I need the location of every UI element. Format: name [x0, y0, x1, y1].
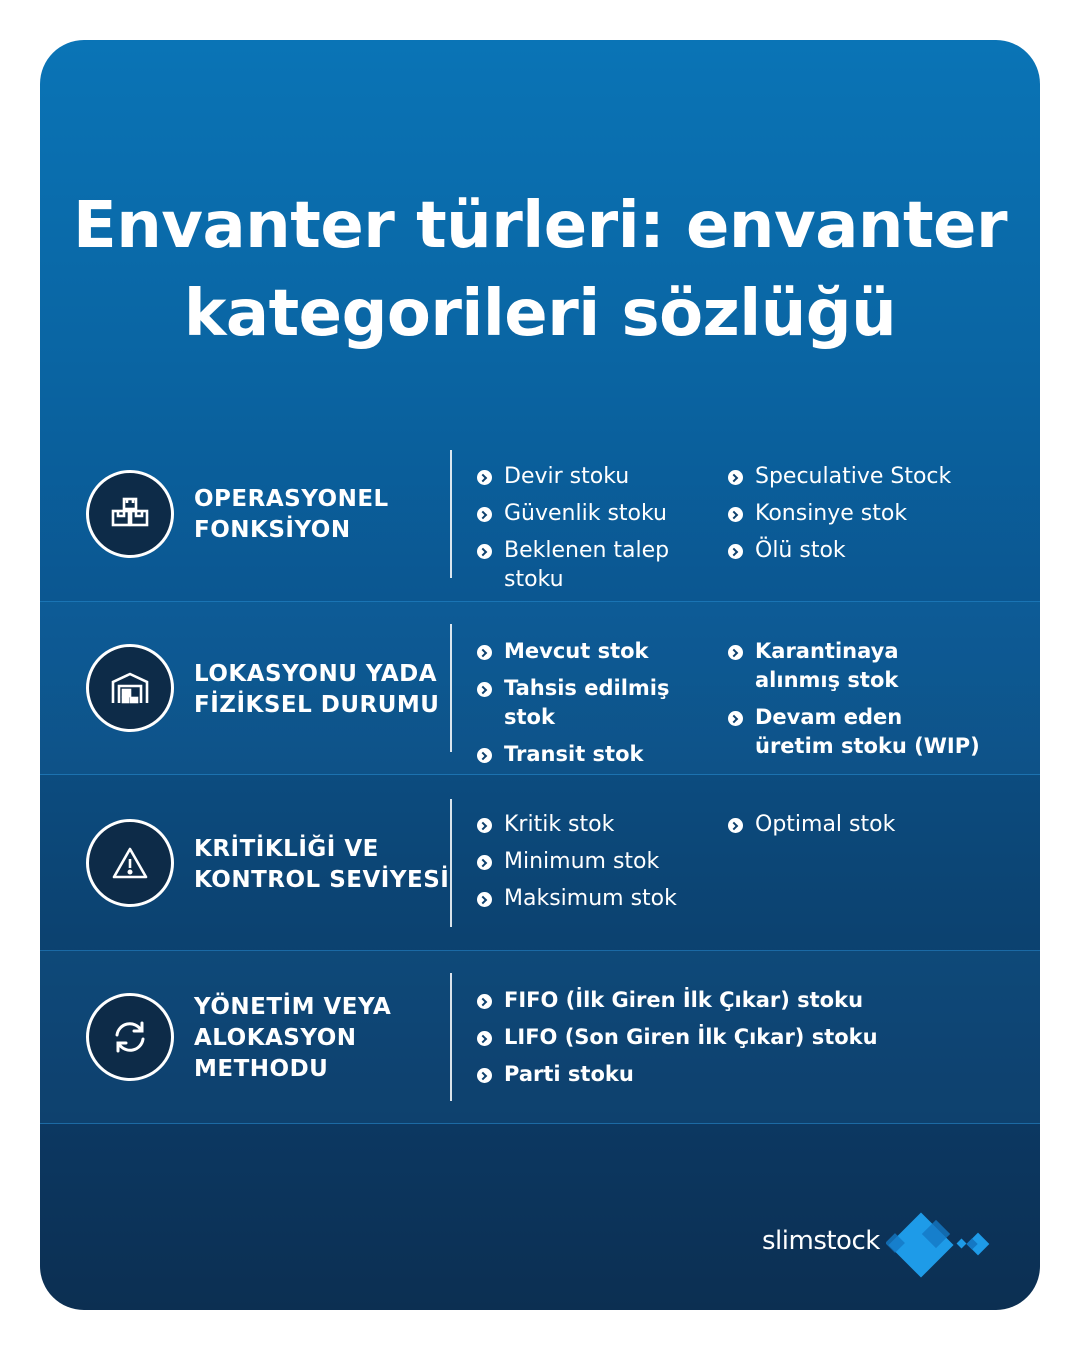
list-item: Ölü stok: [728, 536, 1028, 565]
category-row-operational: [40, 440, 1040, 602]
list-item: Konsinye stok: [728, 499, 1028, 528]
chevron-bullet-icon: [477, 507, 492, 522]
list-item: Mevcut stok: [477, 637, 727, 666]
diamond-logo-icon: [886, 1210, 1002, 1280]
chevron-bullet-icon: [477, 544, 492, 559]
list-item: FIFO (İlk Giren İlk Çıkar) stoku: [477, 986, 927, 1015]
warehouse-icon: [86, 644, 174, 732]
list-col-1: [477, 986, 927, 1097]
page-title: [40, 182, 1040, 358]
chevron-bullet-icon: [728, 507, 743, 522]
category-row-location: [40, 602, 1040, 775]
list-item: Speculative Stock: [728, 462, 1028, 491]
list-col-1: [477, 462, 677, 602]
chevron-bullet-icon: [477, 682, 492, 697]
logo-text: slimstock: [762, 1226, 880, 1256]
chevron-bullet-icon: [477, 1068, 492, 1083]
divider: [450, 799, 452, 927]
chevron-bullet-icon: [477, 1031, 492, 1046]
infographic-card: [40, 40, 1040, 1310]
slimstock-logo: [762, 1210, 1002, 1280]
category-label: LOKASYONU YADA FİZİKSEL DURUMU: [194, 661, 440, 718]
chevron-bullet-icon: [477, 645, 492, 660]
list-col-2: [728, 810, 988, 847]
divider: [450, 624, 452, 752]
list-item: Minimum stok: [477, 847, 727, 876]
list-item: Kritik stok: [477, 810, 727, 839]
warning-icon: [86, 819, 174, 907]
boxes-icon: [86, 470, 174, 558]
refresh-icon: [86, 993, 174, 1081]
list-item: Transit stok: [477, 740, 727, 769]
list-item: Devir stoku: [477, 462, 677, 491]
category-row-criticality: [40, 775, 1040, 951]
chevron-bullet-icon: [728, 711, 743, 726]
chevron-bullet-icon: [477, 818, 492, 833]
chevron-bullet-icon: [477, 892, 492, 907]
list-item: Güvenlik stoku: [477, 499, 677, 528]
list-item: Karantinaya alınmış stok: [728, 637, 988, 695]
title-line-1: Envanter türleri: envanter: [72, 189, 1008, 263]
category-label: KRİTİKLİĞİ VE KONTROL SEVİYESİ: [194, 836, 450, 893]
chevron-bullet-icon: [728, 544, 743, 559]
list-item: Parti stoku: [477, 1060, 927, 1089]
title-line-2: kategorileri sözlüğü: [183, 277, 897, 351]
list-col-1: [477, 637, 727, 777]
category-row-management: [40, 951, 1040, 1124]
chevron-bullet-icon: [728, 470, 743, 485]
category-label: OPERASYONEL FONKSİYON: [194, 486, 389, 543]
chevron-bullet-icon: [477, 994, 492, 1009]
list-item: Optimal stok: [728, 810, 988, 839]
list-col-2: [728, 637, 988, 769]
list-item: Devam eden üretim stoku (WIP): [728, 703, 988, 761]
list-item: LIFO (Son Giren İlk Çıkar) stoku: [477, 1023, 927, 1052]
list-col-1: [477, 810, 727, 921]
chevron-bullet-icon: [477, 470, 492, 485]
list-item: Tahsis edilmiş stok: [477, 674, 727, 732]
category-label: YÖNETİM VEYA ALOKASYON METHODU: [194, 994, 392, 1082]
list-col-2: [728, 462, 1028, 573]
chevron-bullet-icon: [728, 818, 743, 833]
chevron-bullet-icon: [477, 748, 492, 763]
list-item: Maksimum stok: [477, 884, 727, 913]
divider: [450, 450, 452, 578]
list-item: Beklenen talep stoku: [477, 536, 677, 594]
chevron-bullet-icon: [728, 645, 743, 660]
divider: [450, 973, 452, 1101]
chevron-bullet-icon: [477, 855, 492, 870]
